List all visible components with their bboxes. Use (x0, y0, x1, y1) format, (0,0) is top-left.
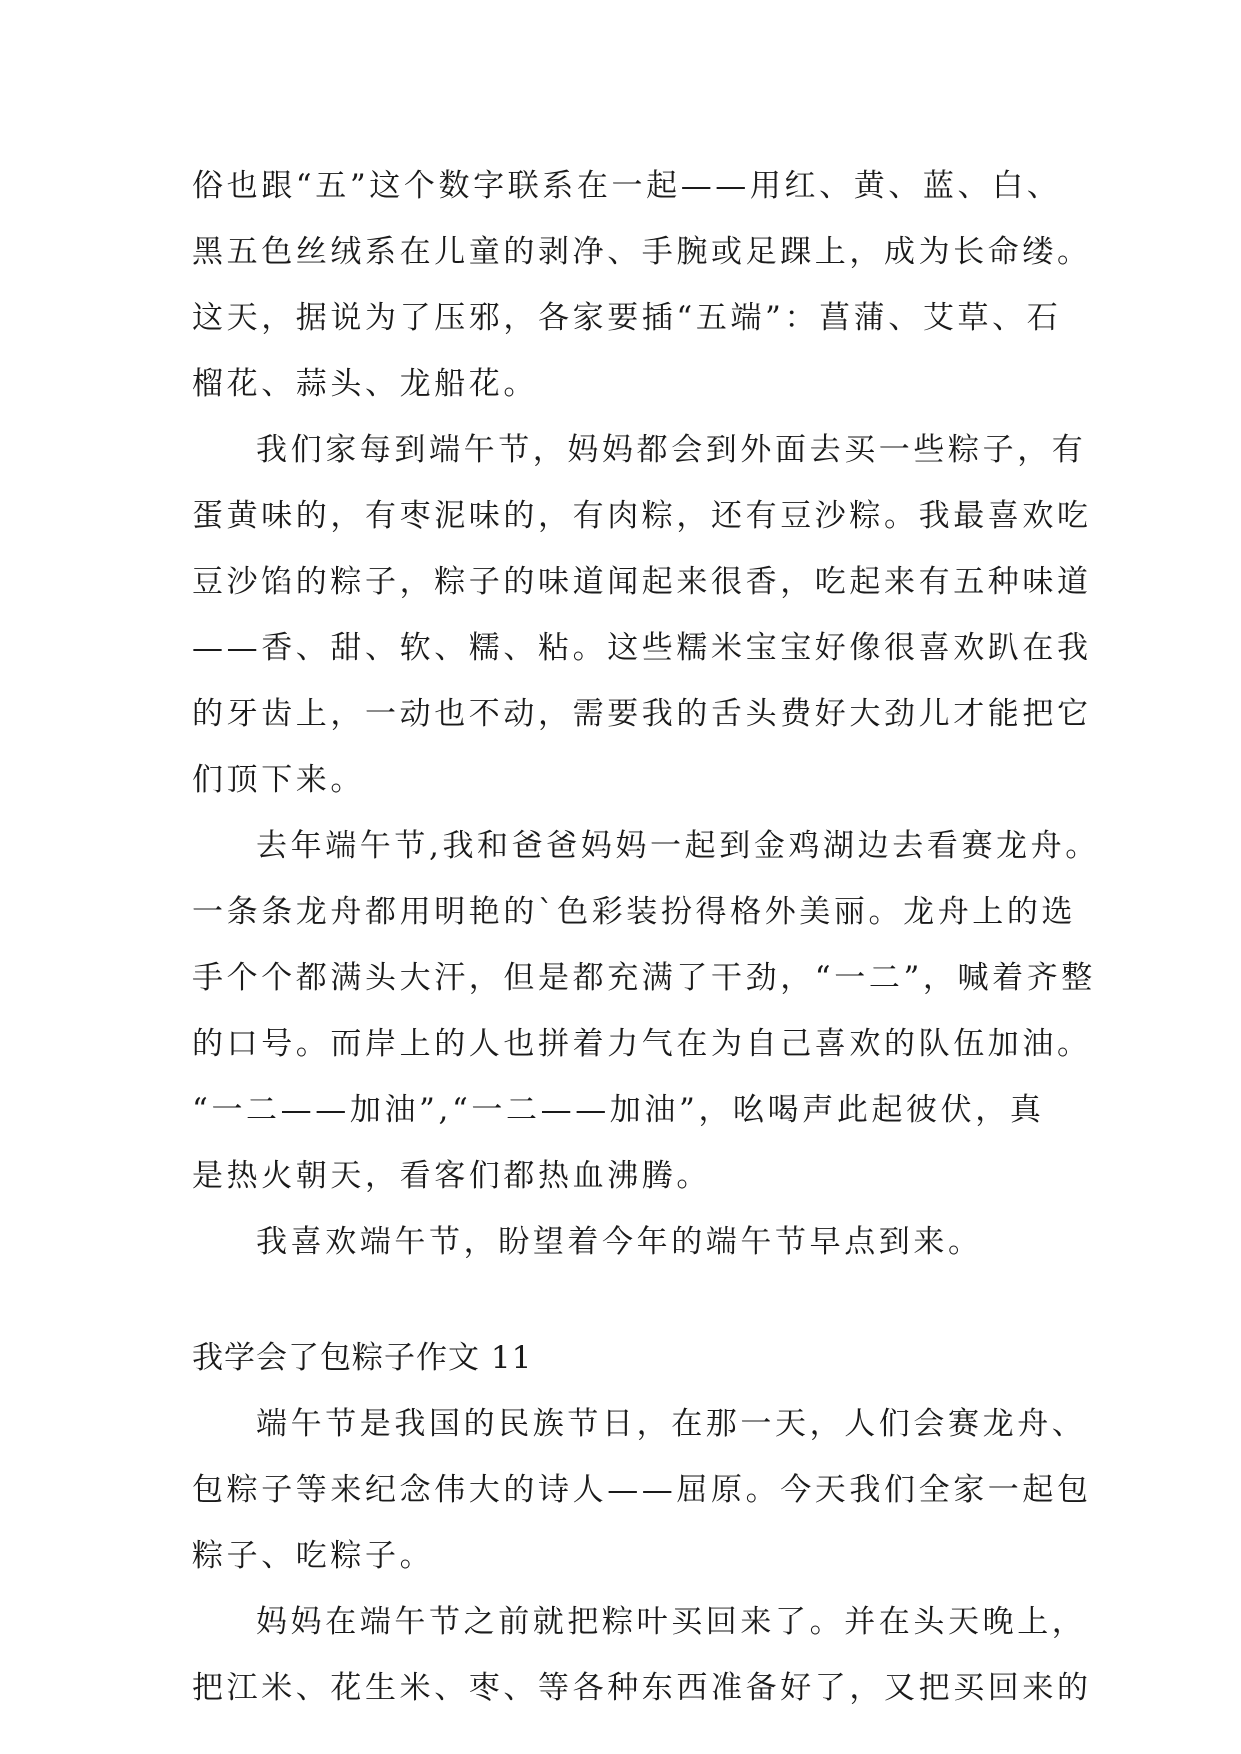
text-line: 俗也跟“五”这个数字联系在一起——用红、黄、蓝、白、 (192, 168, 1062, 204)
paragraph-first-line: 我们家每到端午节，妈妈都会到外面去买一些粽子，有 (256, 432, 1087, 468)
text-line: 豆沙馅的粽子，粽子的味道闻起来很香，吃起来有五种味道 (192, 564, 1092, 600)
text-line: 包粽子等来纪念伟大的诗人——屈原。今天我们全家一起包 (192, 1472, 1092, 1508)
text-line: 黑五色丝绒系在儿童的剥净、手腕或足踝上，成为长命缕。 (192, 234, 1092, 270)
text-line: 手个个都满头大汗，但是都充满了干劲，“一二”，喊着齐整 (192, 960, 1096, 996)
text-line: 一条条龙舟都用明艳的`色彩装扮得格外美丽。龙舟上的选 (192, 894, 1077, 930)
text-line: 粽子、吃粽子。 (192, 1538, 435, 1574)
text-line: ——香、甜、软、糯、粘。这些糯米宝宝好像很喜欢趴在我 (192, 630, 1092, 666)
text-line: 榴花、蒜头、龙船花。 (192, 366, 538, 402)
paragraph-first-line: 我喜欢端午节，盼望着今年的端午节早点到来。 (256, 1224, 983, 1260)
text-line: 的牙齿上，一动也不动，需要我的舌头费好大劲儿才能把它 (192, 696, 1092, 732)
text-line: 是热火朝天，看客们都热血沸腾。 (192, 1158, 711, 1194)
essay-title: 我学会了包粽子作文 11 (192, 1340, 533, 1376)
paragraph-first-line: 端午节是我国的民族节日，在那一天，人们会赛龙舟、 (256, 1406, 1087, 1442)
text-line: 把江米、花生米、枣、等各种东西准备好了，又把买回来的 (192, 1670, 1092, 1706)
text-line: 们顶下来。 (192, 762, 365, 798)
text-line: “一二——加油”,“一二——加油”，吆喝声此起彼伏，真 (192, 1092, 1045, 1128)
text-line: 的口号。而岸上的人也拼着力气在为自己喜欢的队伍加油。 (192, 1026, 1092, 1062)
text-line: 蛋黄味的，有枣泥味的，有肉粽，还有豆沙粽。我最喜欢吃 (192, 498, 1092, 534)
text-line: 这天，据说为了压邪，各家要插“五端”：菖蒲、艾草、石 (192, 300, 1062, 336)
paragraph-first-line: 妈妈在端午节之前就把粽叶买回来了。并在头天晚上， (256, 1604, 1087, 1640)
paragraph-first-line: 去年端午节,我和爸爸妈妈一起到金鸡湖边去看赛龙舟。 (256, 828, 1100, 864)
